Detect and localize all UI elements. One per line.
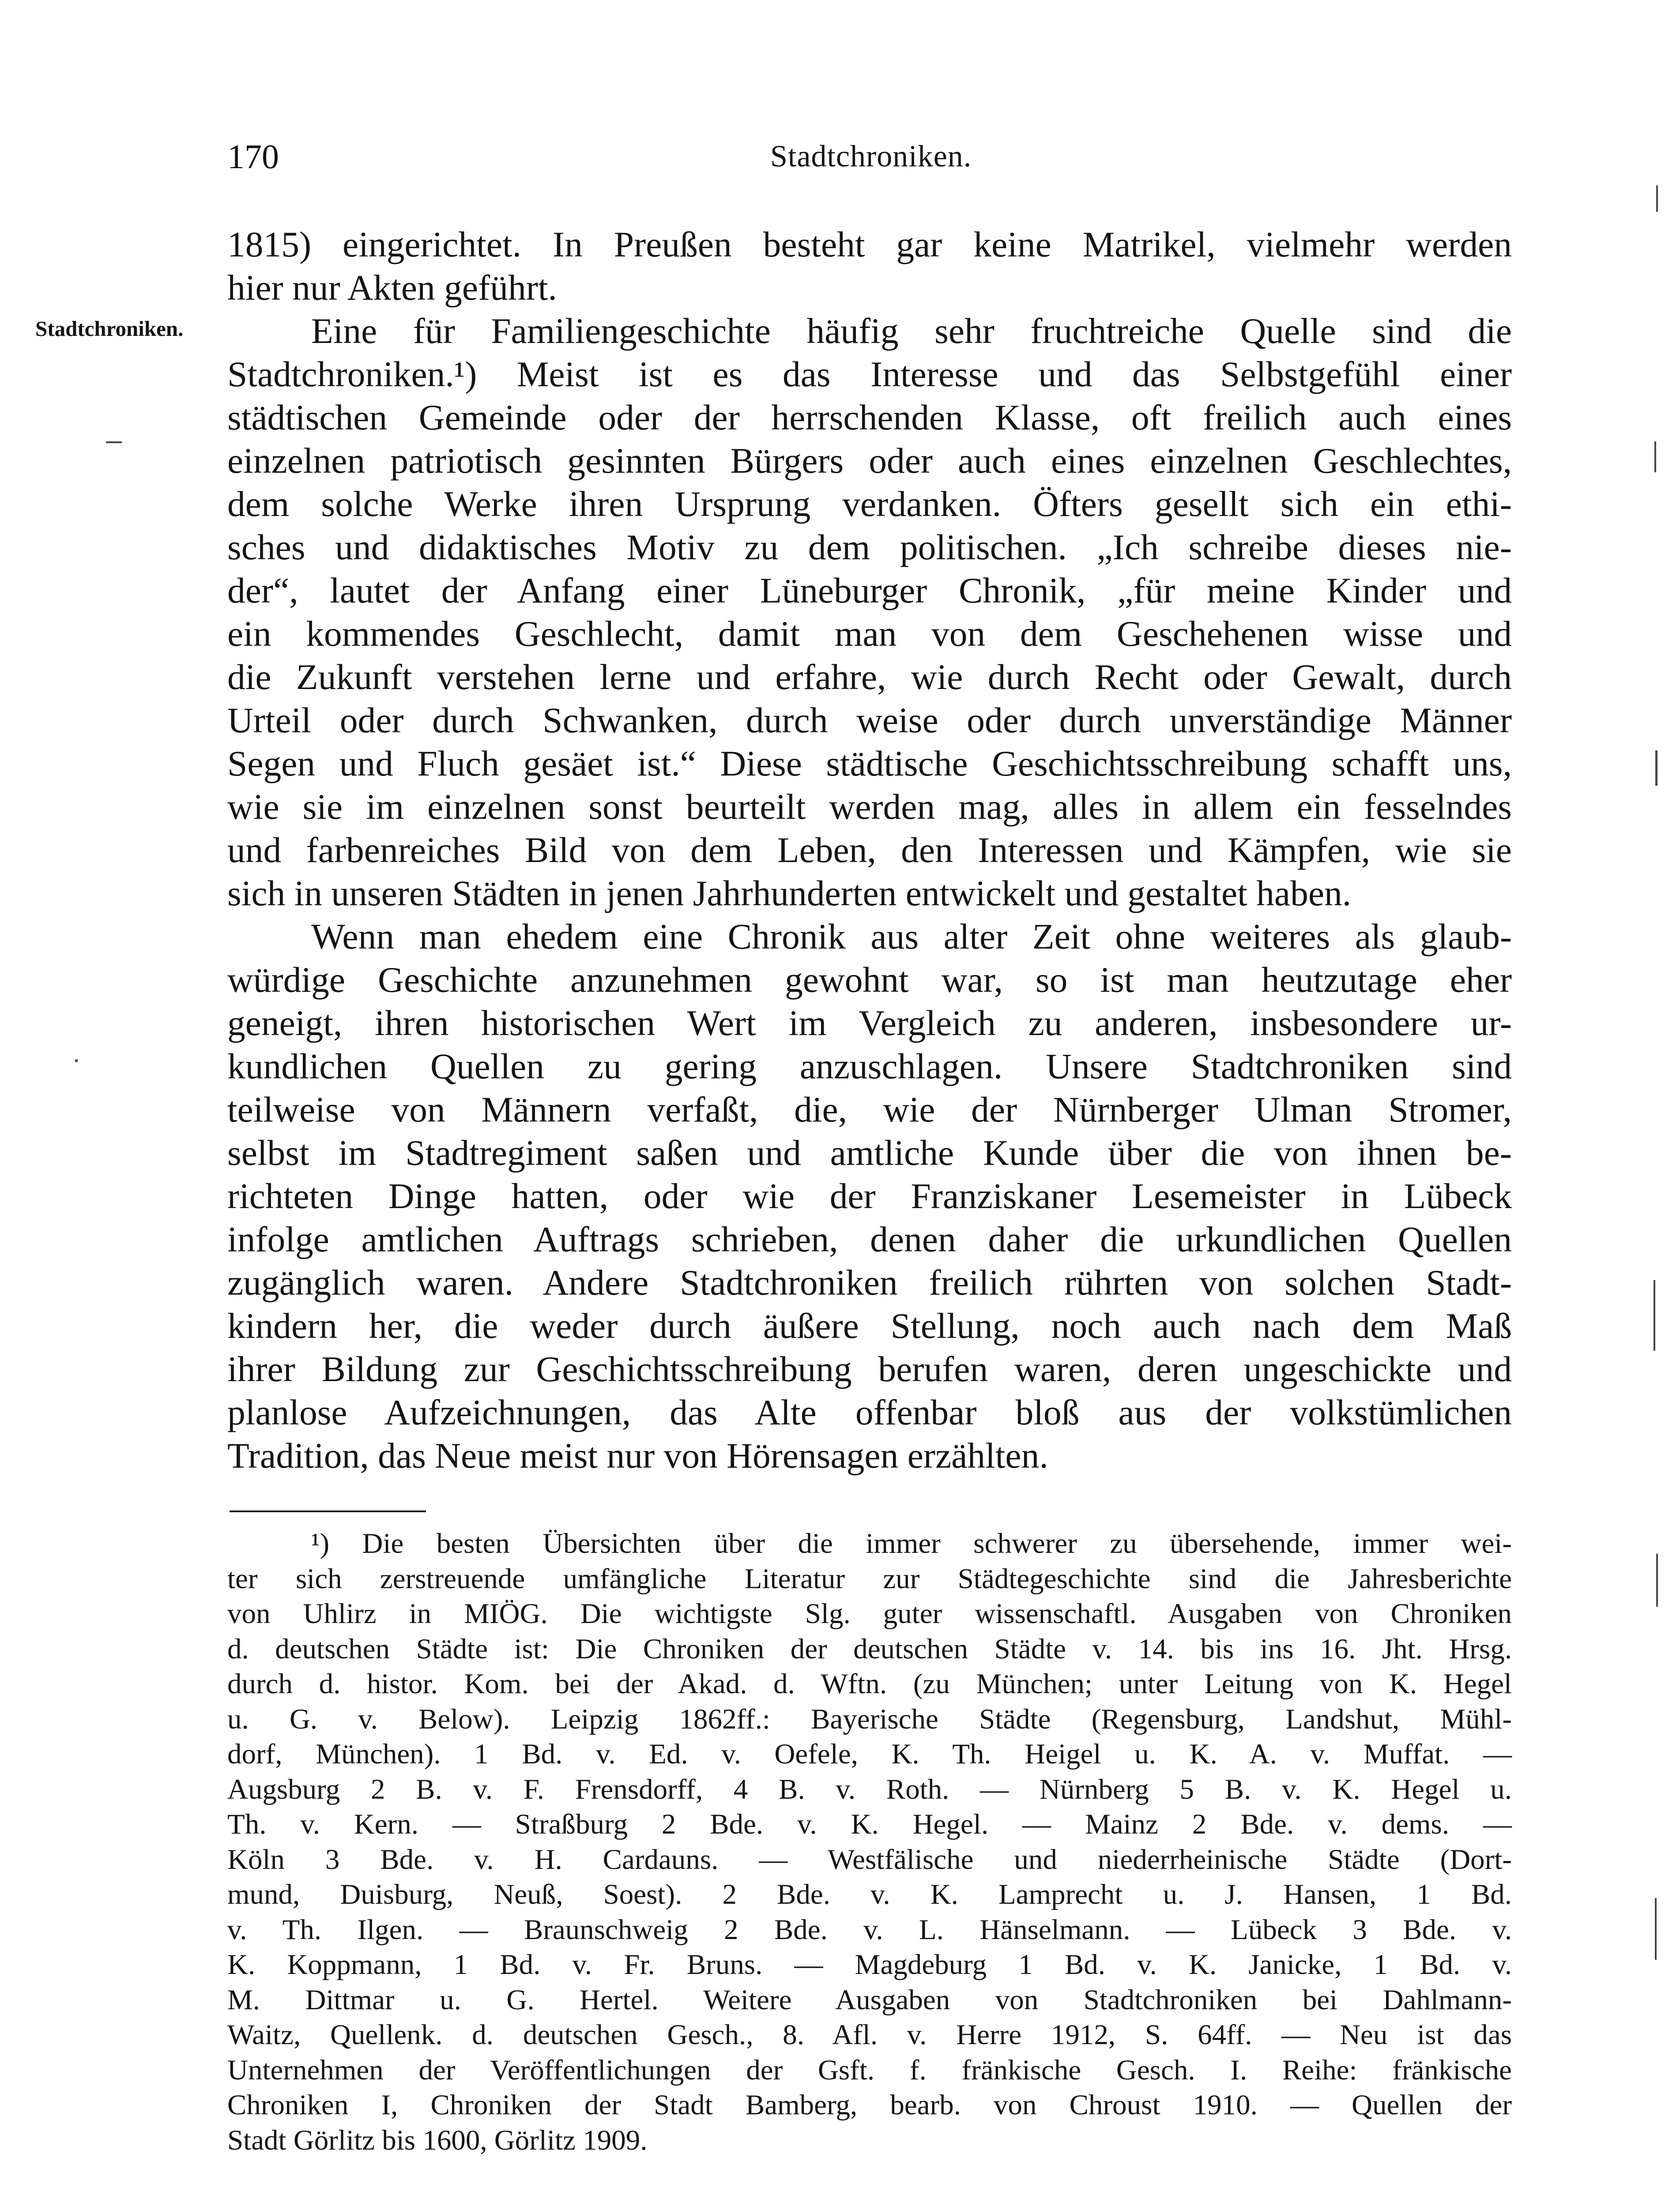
footnote-line: Waitz, Quellenk. d. deutschen Gesch., 8. Afl. v. Herre 1912, S. 64ff. — Neu ist das — [227, 2019, 1512, 2051]
footnote-line: Stadt Görlitz bis 1600, Görlitz 1909. — [227, 2124, 648, 2156]
scan-artifact — [1654, 1280, 1655, 1351]
body-line: der“, lautet der Anfang einer Lüneburger Chronik, „für meine Kinder und — [227, 570, 1512, 610]
footnote-line: von Uhlirz in MIÖG. Die wichtigste Slg. guter wissenschaftl. Ausgaben von Chroniken — [227, 1598, 1512, 1630]
body-line: städtischen Gemeinde oder der herrschenden Klasse, oft freilich auch eines — [227, 397, 1512, 437]
body-line: und farbenreiches Bild von dem Leben, den Interessen und Kämpfen, wie sie — [227, 830, 1512, 870]
margin-note: Stadtchroniken. — [35, 316, 184, 341]
body-line: sich in unseren Städten in jenen Jahrhunderten entwickelt und gestaltet haben. — [227, 873, 1352, 913]
running-head: Stadtchroniken. — [770, 139, 972, 173]
body-line: dem solche Werke ihren Ursprung verdanken. Öfters gesellt sich ein ethi- — [227, 484, 1512, 524]
body-line: wie sie im einzelnen sonst beurteilt werden mag, alles in allem ein fesselndes — [227, 787, 1512, 827]
scan-artifact — [75, 1059, 78, 1062]
body-line: geneigt, ihren historischen Wert im Vergleich zu anderen, insbesondere ur- — [227, 1003, 1512, 1043]
body-line: kundlichen Quellen zu gering anzuschlagen. Unsere Stadtchroniken sind — [227, 1046, 1512, 1086]
footnote-line: Köln 3 Bde. v. H. Cardauns. — Westfälische und niederrheinische Städte (Dort- — [227, 1843, 1512, 1876]
scan-artifact — [1654, 441, 1656, 472]
scan-artifact — [1656, 185, 1658, 212]
body-line: planlose Aufzeichnungen, das Alte offenbar bloß aus der volkstümlichen — [227, 1392, 1512, 1432]
body-line: ihrer Bildung zur Geschichtsschreibung berufen waren, deren ungeschickte und — [227, 1349, 1512, 1389]
footnote-line: durch d. histor. Kom. bei der Akad. d. Wftn. (zu München; unter Leitung von K. Hegel — [227, 1668, 1512, 1700]
footnote-line: v. Th. Ilgen. — Braunschweig 2 Bde. v. L. Hänselmann. — Lübeck 3 Bde. v. — [227, 1913, 1512, 1946]
body-line: Segen und Fluch gesäet ist.“ Diese städtische Geschichtsschreibung schafft uns, — [227, 743, 1512, 783]
footnote-line: u. G. v. Below). Leipzig 1862ff.: Bayerische Städte (Regensburg, Landshut, Mühl- — [227, 1703, 1512, 1735]
footnote-line: mund, Duisburg, Neuß, Soest). 2 Bde. v. K. Lamprecht u. J. Hansen, 1 Bd. — [227, 1879, 1512, 1910]
scan-artifact — [1655, 750, 1657, 786]
footnote-line: ter sich zerstreuende umfängliche Literatur zur Städtegeschichte sind die Jahresberichte — [227, 1563, 1512, 1595]
page-header — [227, 132, 1512, 181]
body-line: Tradition, das Neue meist nur von Hörensagen erzählten. — [227, 1435, 1048, 1476]
footnote-line: d. deutschen Städte ist: Die Chroniken der deutschen Städte v. 14. bis ins 16. Jht. Hrsg. — [227, 1633, 1512, 1665]
footnote-line: Augsburg 2 B. v. F. Frensdorff, 4 B. v. Roth. — Nürnberg 5 B. v. K. Hegel u. — [227, 1773, 1512, 1805]
scan-artifact — [1656, 1554, 1658, 1607]
body-line: einzelnen patriotisch gesinnten Bürgers oder auch eines einzelnen Geschlechtes, — [227, 441, 1512, 481]
body-line: Wenn man ehedem eine Chronik aus alter Zeit ohne weiteres als glaub- — [311, 916, 1512, 957]
footnote-line: Th. v. Kern. — Straßburg 2 Bde. v. K. Hegel. — Mainz 2 Bde. v. dems. — — [227, 1808, 1512, 1840]
body-line: Eine für Familiengeschichte häufig sehr fruchtreiche Quelle sind die — [311, 311, 1512, 351]
body-line: zugänglich waren. Andere Stadtchroniken freilich rührten von solchen Stadt- — [227, 1262, 1512, 1303]
footnote-line: dorf, München). 1 Bd. v. Ed. v. Oefele, K. Th. Heigel u. K. A. v. Muffat. — — [227, 1738, 1512, 1770]
footnote-line: ¹) Die besten Übersichten über die immer schwerer zu übersehende, immer wei- — [311, 1528, 1512, 1559]
body-line: hier nur Akten geführt. — [227, 267, 557, 308]
body-line: richteten Dinge hatten, oder wie der Franziskaner Lesemeister in Lübeck — [227, 1176, 1512, 1216]
body-line: Urteil oder durch Schwanken, durch weise oder durch unverständige Männer — [227, 700, 1512, 740]
body-line: die Zukunft verstehen lerne und erfahre, wie durch Recht oder Gewalt, durch — [227, 657, 1512, 697]
footnote-line: Chroniken I, Chroniken der Stadt Bamberg, bearb. von Chroust 1910. — Quellen der — [227, 2089, 1512, 2121]
body-line: infolge amtlichen Auftrags schrieben, denen daher die urkundlichen Quellen — [227, 1219, 1512, 1259]
body-line: kindern her, die weder durch äußere Stellung, noch auch nach dem Maß — [227, 1306, 1512, 1346]
scan-artifact — [1655, 1898, 1657, 1960]
body-line: Stadtchroniken.¹) Meist ist es das Interesse und das Selbstgefühl einer — [227, 354, 1512, 394]
body-line: 1815) eingerichtet. In Preußen besteht gar keine Matrikel, vielmehr werden — [227, 224, 1512, 264]
body-text — [227, 223, 1512, 1477]
scan-artifact — [106, 441, 122, 443]
footnotes — [227, 1526, 1512, 2158]
body-line: selbst im Stadtregiment saßen und amtliche Kunde über die von ihnen be- — [227, 1133, 1512, 1173]
footnote-line: Unternehmen der Veröffentlichungen der Gsft. f. fränkische Gesch. I. Reihe: fränkische — [227, 2054, 1512, 2086]
body-line: teilweise von Männern verfaßt, die, wie der Nürnberger Ulman Stromer, — [227, 1089, 1512, 1130]
page-number: 170 — [227, 137, 279, 176]
footnote-rule — [230, 1510, 426, 1512]
body-line: sches und didaktisches Motiv zu dem politischen. „Ich schreibe dieses nie- — [227, 527, 1512, 567]
footnote-line: K. Koppmann, 1 Bd. v. Fr. Bruns. — Magdeburg 1 Bd. v. K. Janicke, 1 Bd. v. — [227, 1949, 1512, 1981]
footnote-line: M. Dittmar u. G. Hertel. Weitere Ausgaben von Stadtchroniken bei Dahlmann- — [227, 1984, 1512, 2016]
body-line: würdige Geschichte anzunehmen gewohnt war, so ist man heutzutage eher — [227, 960, 1512, 1000]
body-line: ein kommendes Geschlecht, damit man von dem Geschehenen wisse und — [227, 614, 1512, 654]
